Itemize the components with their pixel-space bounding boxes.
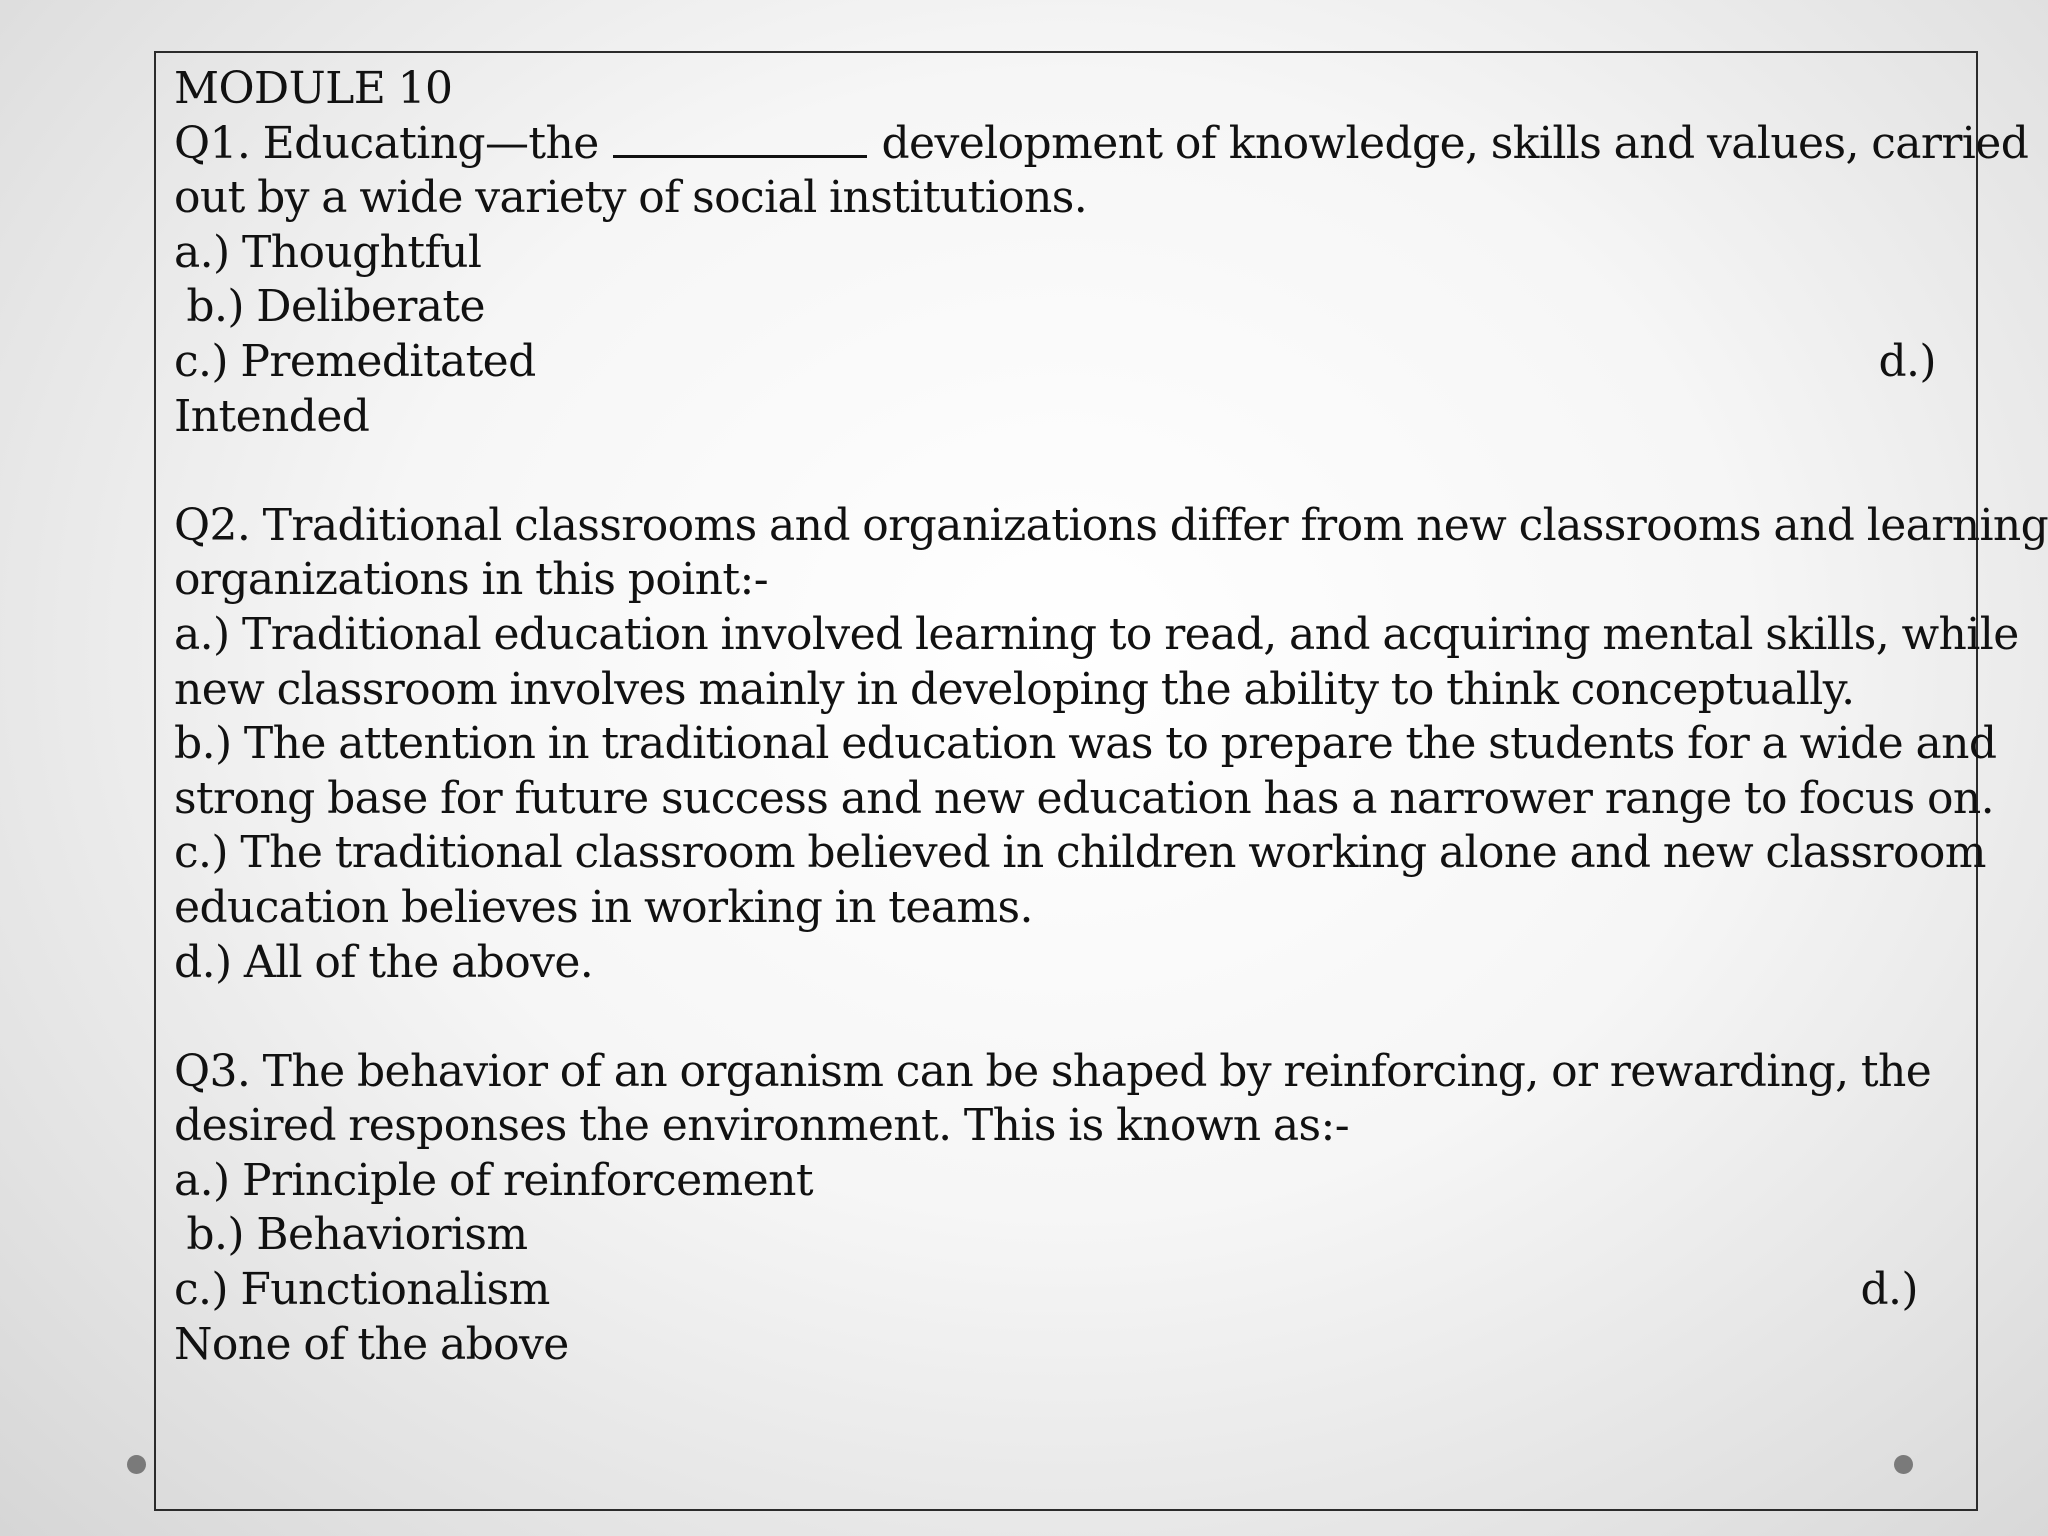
decorative-dot-right — [1894, 1455, 1913, 1474]
q1-answer-blank — [613, 125, 867, 158]
q1-option-b: b.) Deliberate — [174, 281, 485, 333]
q2-option-b-cont: strong base for future success and new education has a narrower range to focus on. — [174, 772, 1994, 824]
module-title: MODULE 10 — [174, 63, 453, 114]
q3-option-d-label: d.) — [1860, 1264, 1918, 1316]
q1-text-before-blank: Q1. Educating—the — [174, 117, 599, 169]
q1-text-after-blank: development of knowledge, skills and values, carried — [881, 117, 2029, 169]
q3-option-c-row — [174, 1263, 1918, 1318]
spacer — [174, 990, 1934, 1045]
q3-option-c: c.) Functionalism — [174, 1264, 550, 1316]
q2-line: Q2. Traditional classrooms and organizations differ from new classrooms and learning — [174, 499, 2048, 551]
q3-option-d-text: None of the above — [174, 1318, 569, 1370]
q1-option-d-label: d.) — [1878, 335, 1936, 387]
q2-line: organizations in this point:- — [174, 554, 768, 606]
q1-option-d-text: Intended — [174, 390, 370, 442]
q2-option-c: c.) The traditional classroom believed in children working alone and new classroom — [174, 827, 1986, 879]
q1-option-c: c.) Premeditated — [174, 335, 536, 387]
q2-option-c-cont: education believes in working in teams. — [174, 881, 1033, 933]
q1-question-line2: out by a wide variety of social institutions. — [174, 172, 1088, 224]
q1-option-a: a.) Thoughtful — [174, 226, 482, 278]
slide-content — [174, 62, 2048, 1372]
q3-question-line2: desired responses the environment. This is known as:- — [174, 1100, 1350, 1152]
q2-option-d: d.) All of the above. — [174, 936, 594, 988]
q2-option-b: b.) The attention in traditional education was to prepare the students for a wide and — [174, 718, 1997, 770]
q1-option-c-row — [174, 335, 1936, 390]
q2-option-a-cont: new classroom involves mainly in developing the ability to think conceptually. — [174, 663, 1855, 715]
q2-option-a: a.) Traditional education involved learning to read, and acquiring mental skills, while — [174, 608, 2019, 660]
q1-question-line1 — [174, 117, 2029, 172]
q3-option-b: b.) Behaviorism — [174, 1209, 528, 1261]
spacer — [174, 444, 1934, 499]
q3-question-line1: Q3. The behavior of an organism can be shaped by reinforcing, or rewarding, the — [174, 1045, 1932, 1097]
q3-option-a: a.) Principle of reinforcement — [174, 1154, 813, 1206]
decorative-dot-left — [127, 1455, 146, 1474]
